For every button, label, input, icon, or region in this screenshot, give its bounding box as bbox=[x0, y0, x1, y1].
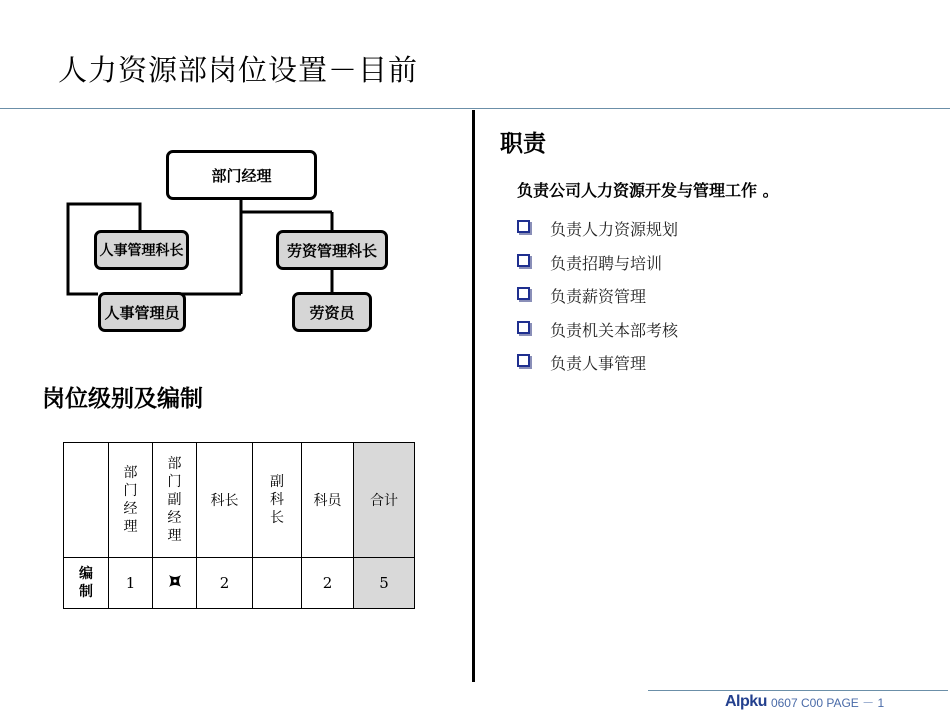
duties-list bbox=[517, 212, 678, 380]
square-bullet-icon bbox=[517, 321, 530, 334]
square-bullet-icon bbox=[517, 354, 530, 367]
col-header: 部门经理 bbox=[109, 443, 153, 558]
page-title: 人力资源部岗位设置－目前 bbox=[58, 53, 419, 87]
table-cell bbox=[253, 558, 302, 609]
square-bullet-icon bbox=[517, 254, 530, 267]
footer-divider bbox=[648, 690, 948, 691]
staffing-heading: 岗位级别及编制 bbox=[42, 386, 203, 412]
staffing-table bbox=[63, 442, 415, 609]
square-bullet-icon bbox=[517, 220, 530, 233]
table-cell: 2 bbox=[302, 558, 354, 609]
list-item: 负责人力资源规划 bbox=[517, 212, 678, 246]
node-hr-section-chief: 人事管理科长 bbox=[94, 230, 189, 270]
table-cell: 1 bbox=[109, 558, 153, 609]
table-corner-cell bbox=[64, 443, 109, 558]
list-item: 负责机关本部考核 bbox=[517, 313, 678, 347]
node-labor-staff: 劳资员 bbox=[292, 292, 372, 332]
list-item: 负责人事管理 bbox=[517, 346, 678, 380]
page-info: 0607 C00 PAGE － 1 bbox=[770, 695, 885, 710]
duties-lead: 负责公司人力资源开发与管理工作 。 bbox=[517, 181, 779, 200]
list-item: 负责薪资管理 bbox=[517, 279, 678, 313]
table-row bbox=[64, 558, 415, 609]
duties-heading: 职责 bbox=[500, 131, 546, 157]
table-cell-total: 5 bbox=[354, 558, 415, 609]
org-chart bbox=[0, 0, 470, 380]
col-header: 科员 bbox=[302, 443, 354, 558]
node-department-manager: 部门经理 bbox=[166, 150, 317, 200]
company-logo: Alpku bbox=[725, 693, 767, 710]
table-cell: 2 bbox=[197, 558, 253, 609]
row-label: 编制 bbox=[64, 558, 109, 609]
column-divider bbox=[472, 110, 475, 682]
col-header: 部门副经理 bbox=[153, 443, 197, 558]
col-header: 科长 bbox=[197, 443, 253, 558]
table-cell bbox=[153, 558, 197, 609]
col-header: 副科长 bbox=[253, 443, 302, 558]
node-labor-section-chief: 劳资管理科长 bbox=[276, 230, 388, 270]
square-bullet-icon bbox=[517, 287, 530, 300]
col-header-total: 合计 bbox=[354, 443, 415, 558]
footer bbox=[725, 693, 884, 711]
node-hr-staff: 人事管理员 bbox=[98, 292, 186, 332]
list-item: 负责招聘与培训 bbox=[517, 246, 678, 280]
cross-mark-icon bbox=[166, 572, 184, 590]
table-header-row bbox=[64, 443, 415, 558]
